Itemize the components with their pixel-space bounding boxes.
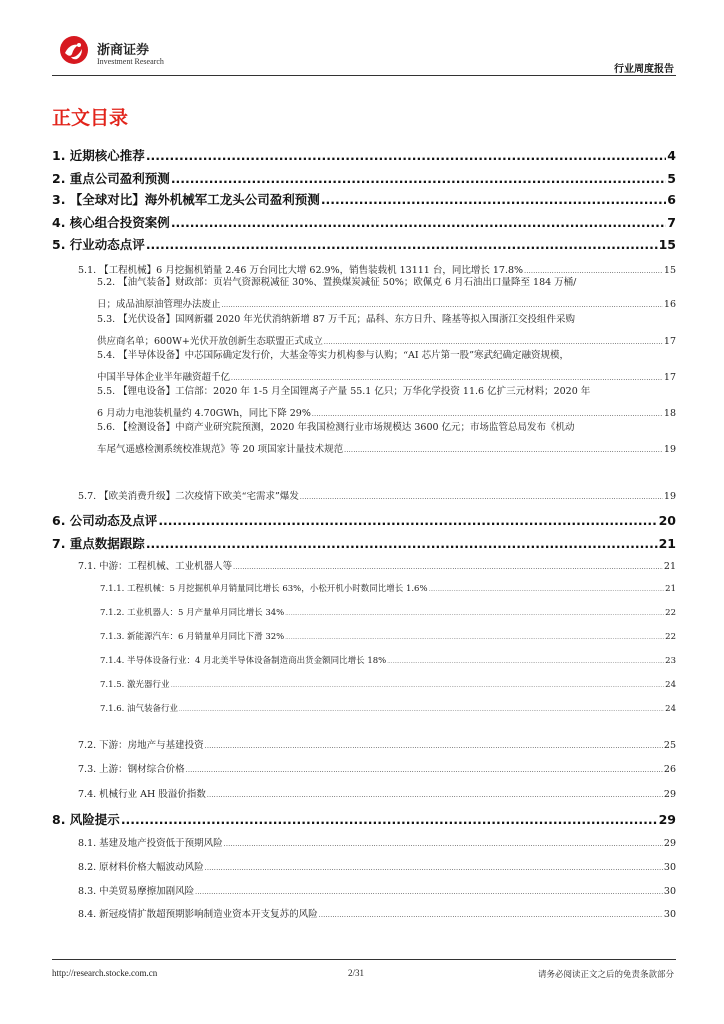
toc-page-number: 29 xyxy=(663,838,676,849)
toc-entry-title: 8.2. 原材料价格大幅波动风险 xyxy=(78,862,204,873)
toc-page-number: 18 xyxy=(663,408,676,419)
toc-page-number: 21 xyxy=(665,584,676,594)
toc-leader-dots xyxy=(224,838,663,848)
toc-page-number: 24 xyxy=(665,680,676,690)
footer-url[interactable]: http://research.stocke.com.cn xyxy=(52,968,158,978)
toc-leader-dots xyxy=(171,171,666,185)
page-title: 正文目录 xyxy=(52,107,129,129)
toc-entry-title: 5. 行业动态点评 xyxy=(52,237,145,252)
toc-leader-dots xyxy=(222,299,663,309)
toc-entry-title: 7. 重点数据跟踪 xyxy=(52,536,145,551)
toc-entry-title: 5.1. 【工程机械】6 月挖掘机销量 2.46 万台同比大增 62.9%，销售装载机 13111 台，同比增长 17.8% xyxy=(78,265,524,276)
toc-leader-dots xyxy=(312,408,663,418)
toc-entry-title: 7.1. 中游：工程机械、工业机器人等 xyxy=(78,561,233,572)
toc-leader-dots xyxy=(171,215,666,229)
toc-entry-title: 7.1.4. 半导体设备行业：4 月北美半导体设备制造商出货金额同比增长 18% xyxy=(100,656,387,666)
toc-entry[interactable] xyxy=(52,190,676,208)
toc-entry[interactable] xyxy=(97,369,676,383)
toc-leader-dots xyxy=(205,740,663,750)
toc-leader-dots xyxy=(146,536,658,550)
toc-entry-title: 8.1. 基建及地产投资低于预期风险 xyxy=(78,838,223,849)
toc-entry[interactable] xyxy=(52,235,676,253)
toc-leader-dots xyxy=(179,704,664,713)
toc-leader-dots xyxy=(207,789,663,799)
footer-page-number: 2/31 xyxy=(348,968,365,978)
toc-entry[interactable] xyxy=(100,654,676,666)
toc-leader-dots xyxy=(344,444,663,454)
toc-page-number: 15 xyxy=(663,265,676,276)
toc-entry[interactable] xyxy=(97,441,676,455)
toc-entry-title: 日；成品油原油管理办法废止 xyxy=(97,299,221,310)
toc-leader-dots xyxy=(321,192,666,206)
toc-entry[interactable] xyxy=(78,859,676,873)
toc-page-number: 26 xyxy=(663,764,676,775)
toc-leader-dots xyxy=(171,680,665,689)
toc-entry[interactable] xyxy=(52,169,676,187)
toc-entry-line[interactable]: 5.6. 【检测设备】中商产业研究院预测，2020 年我国检测行业市场规模达 3600 亿元；市场监管总局发布《机动 xyxy=(97,422,575,433)
toc-page-number: 19 xyxy=(663,491,676,502)
toc-leader-dots xyxy=(285,632,664,641)
toc-page-number: 7 xyxy=(667,215,676,230)
toc-page-number: 17 xyxy=(663,336,676,347)
toc-entry[interactable] xyxy=(78,488,676,502)
toc-entry-title: 8.3. 中美贸易摩擦加剧风险 xyxy=(78,886,195,897)
toc-page-number: 4 xyxy=(667,148,676,163)
toc-entry[interactable] xyxy=(52,511,676,529)
toc-leader-dots xyxy=(231,372,663,382)
toc-page-number: 5 xyxy=(667,171,676,186)
toc-leader-dots xyxy=(285,608,664,617)
toc-entry[interactable] xyxy=(78,761,676,775)
toc-leader-dots xyxy=(186,764,663,774)
toc-entry-title: 7.1.3. 新能源汽车：6 月销量单月同比下滑 32% xyxy=(100,632,285,642)
toc-page-number: 23 xyxy=(665,656,676,666)
footer-disclaimer: 请务必阅读正文之后的免责条款部分 xyxy=(537,970,674,980)
toc-entry-title: 6 月动力电池装机量约 4.70GWh，同比下降 29% xyxy=(97,408,311,419)
toc-leader-dots xyxy=(146,148,666,162)
zheshang-logo-icon xyxy=(58,34,90,66)
toc-entry-title: 车尾气遥感检测系统校准规范》等 20 项国家计量技术规范 xyxy=(97,444,344,455)
toc-entry-title: 8. 风险提示 xyxy=(52,812,120,827)
toc-entry[interactable] xyxy=(52,810,676,828)
toc-entry[interactable] xyxy=(78,786,676,800)
toc-entry-title: 6. 公司动态及点评 xyxy=(52,513,158,528)
toc-entry[interactable] xyxy=(97,333,676,347)
toc-entry-title: 中国半导体企业半年融资超千亿 xyxy=(97,372,231,383)
toc-entry-title: 2. 重点公司盈利预测 xyxy=(52,171,170,186)
toc-entry-title: 7.1.5. 激光器行业 xyxy=(100,680,170,690)
toc-entry[interactable] xyxy=(78,906,676,920)
toc-entry-line[interactable]: 5.2. 【油气装备】财政部：页岩气资源税减征 30%、置换煤炭减征 50%；欧佩克 6 月石油出口量降至 184 万桶/ xyxy=(97,277,577,288)
toc-entry[interactable] xyxy=(97,296,676,310)
toc-entry[interactable] xyxy=(100,678,676,690)
toc-page-number: 29 xyxy=(663,789,676,800)
toc-page-number: 22 xyxy=(665,632,676,642)
toc-entry[interactable] xyxy=(100,606,676,618)
toc-entry[interactable] xyxy=(78,883,676,897)
page-footer xyxy=(52,959,676,989)
toc-entry[interactable] xyxy=(78,558,676,572)
toc-entry-title: 7.2. 下游：房地产与基建投资 xyxy=(78,740,204,751)
toc-entry[interactable] xyxy=(100,702,676,714)
toc-leader-dots xyxy=(158,513,657,527)
toc-leader-dots xyxy=(195,886,663,896)
toc-entry-title: 8.4. 新冠疫情扩散超预期影响制造业资本开支复苏的风险 xyxy=(78,909,318,920)
toc-leader-dots xyxy=(300,491,663,501)
toc-page-number: 16 xyxy=(663,299,676,310)
brand-name: 浙商证券 xyxy=(97,43,150,58)
toc-leader-dots xyxy=(324,336,663,346)
toc-entry[interactable] xyxy=(52,146,676,164)
toc-entry-line[interactable]: 5.3. 【光伏设备】国网新疆 2020 年光伏消纳新增 87 万千瓦；晶科、东方日升、隆基等拟入围浙江交投组件采购 xyxy=(97,314,575,325)
toc-entry-title: 7.1.2. 工业机器人：5 月产量单月同比增长 34% xyxy=(100,608,285,618)
toc-entry-title: 7.3. 上游：钢材综合价格 xyxy=(78,764,185,775)
toc-entry-line[interactable]: 5.4. 【半导体设备】中芯国际确定发行价，大基金等实力机构参与认购；“AI 芯片第一股”寒武纪确定融资规模， xyxy=(97,350,569,361)
toc-page-number: 24 xyxy=(665,704,676,714)
toc-leader-dots xyxy=(146,237,658,251)
toc-leader-dots xyxy=(205,862,663,872)
toc-entry-title: 7.1.1. 工程机械：5 月挖掘机单月销量同比增长 63%，小松开机小时数同比增长 1.6% xyxy=(100,584,428,594)
toc-entry-title: 5.7. 【欧美消费升级】二次疫情下欧美“宅需求”爆发 xyxy=(78,491,299,502)
toc-entry[interactable] xyxy=(100,582,676,594)
toc-page-number: 19 xyxy=(663,444,676,455)
brand-subtitle: Investment Research xyxy=(97,57,164,66)
toc-page-number: 20 xyxy=(658,513,676,528)
toc-entry[interactable] xyxy=(52,534,676,552)
page-header xyxy=(52,28,676,76)
toc-page-number: 30 xyxy=(663,886,676,897)
toc-entry-title: 4. 核心组合投资案例 xyxy=(52,215,170,230)
toc-entry[interactable] xyxy=(78,737,676,751)
toc-page-number: 29 xyxy=(658,812,676,827)
toc-page-number: 21 xyxy=(663,561,676,572)
toc-leader-dots xyxy=(233,561,663,571)
toc-entry[interactable] xyxy=(52,213,676,231)
toc-entry-title: 7.4. 机械行业 AH 股溢价指数 xyxy=(78,789,206,800)
toc-entry-title: 3. 【全球对比】海外机械军工龙头公司盈利预测 xyxy=(52,192,320,207)
toc-entry-title: 7.1.6. 油气装备行业 xyxy=(100,704,179,714)
toc-page-number: 25 xyxy=(663,740,676,751)
toc-page-number: 17 xyxy=(663,372,676,383)
toc-entry[interactable] xyxy=(100,630,676,642)
toc-page-number: 21 xyxy=(658,536,676,551)
toc-page-number: 15 xyxy=(658,237,676,252)
toc-leader-dots xyxy=(429,584,665,593)
report-type: 行业周度报告 xyxy=(614,64,674,75)
toc-leader-dots xyxy=(319,909,663,919)
toc-entry-line[interactable]: 5.5. 【锂电设备】工信部：2020 年 1-5 月全国锂离子产量 55.1 亿只；万华化学投资 11.6 亿扩三元材料；2020 年 xyxy=(97,386,591,397)
toc-page-number: 30 xyxy=(663,909,676,920)
toc-entry-title: 1. 近期核心推荐 xyxy=(52,148,145,163)
toc-entry[interactable] xyxy=(78,835,676,849)
toc-page-number: 6 xyxy=(667,192,676,207)
toc-entry-title: 供应商名单；600W+光伏开放创新生态联盟正式成立 xyxy=(97,336,323,347)
toc-leader-dots xyxy=(387,656,664,665)
toc-page-number: 30 xyxy=(663,862,676,873)
toc-leader-dots xyxy=(121,812,658,826)
toc-entry[interactable] xyxy=(97,405,676,419)
toc-page-number: 22 xyxy=(665,608,676,618)
